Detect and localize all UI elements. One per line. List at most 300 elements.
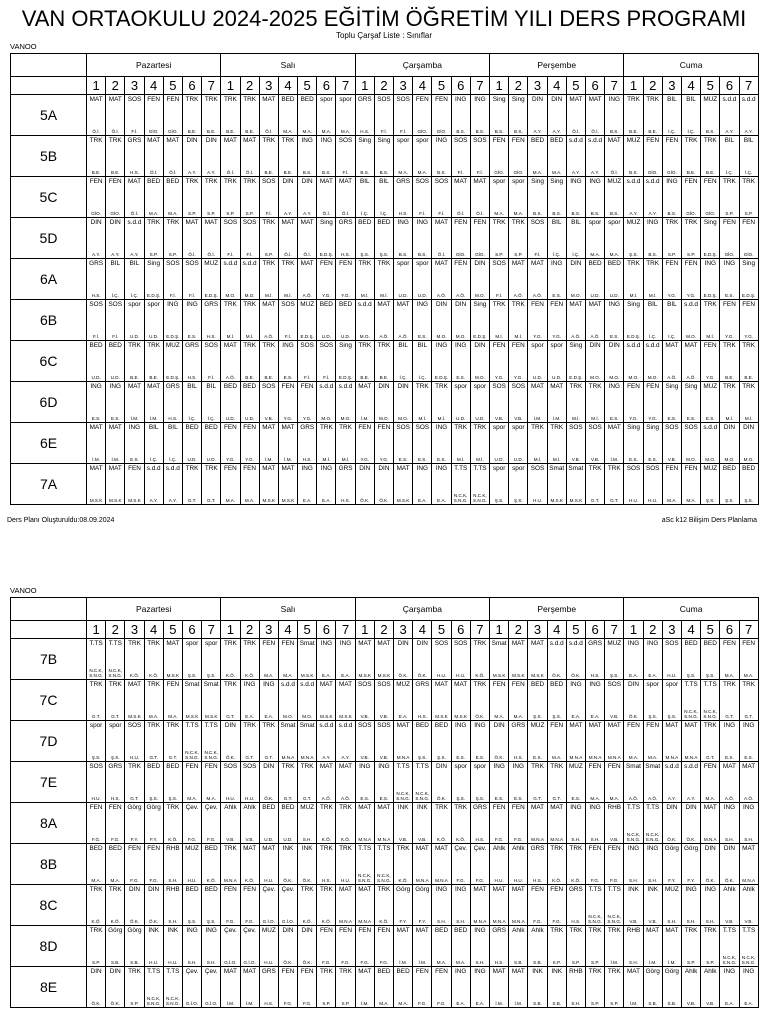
lesson-subject: TRK xyxy=(262,137,276,144)
lesson-subject: T.TS xyxy=(742,927,756,934)
lesson-cell xyxy=(528,136,547,177)
lesson-teacher: G.İ.O. xyxy=(205,1000,218,1006)
lesson-teacher: S.H. xyxy=(590,836,600,842)
lesson-subject: MÜZ xyxy=(568,763,583,770)
lesson-subject: İNG xyxy=(723,968,736,975)
lesson-cell xyxy=(144,885,163,926)
lesson-subject: BİL xyxy=(667,301,677,308)
lesson-subject: T.TS xyxy=(454,465,468,472)
lesson-subject: İNG xyxy=(723,260,736,267)
class-name: 8A xyxy=(11,803,87,844)
lesson-teacher: F.G. xyxy=(341,959,350,965)
lesson-subject: spor xyxy=(531,342,544,349)
lesson-subject: BED xyxy=(530,137,545,144)
lesson-subject: Görg xyxy=(645,968,660,975)
lesson-teacher: K.Ö. xyxy=(475,672,485,678)
lesson-cell xyxy=(643,803,662,844)
lesson-subject: FEN xyxy=(511,681,525,688)
lesson-teacher: E.S. xyxy=(398,456,408,462)
lesson-subject: s.d.d xyxy=(223,260,238,267)
lesson-cell xyxy=(106,382,125,423)
lesson-cell xyxy=(317,423,336,464)
lesson-cell xyxy=(278,844,297,885)
lesson-cell xyxy=(509,680,528,721)
lesson-cell xyxy=(739,464,758,505)
lesson-cell xyxy=(298,803,317,844)
lesson-teacher: S.P. xyxy=(667,251,676,257)
lesson-subject: s.d.d xyxy=(242,260,257,267)
lesson-teacher: M.A. xyxy=(551,169,562,175)
lesson-subject: SOS xyxy=(242,763,257,770)
lesson-teacher: K.Ö. xyxy=(245,672,255,678)
lesson-teacher: S.H. xyxy=(724,836,734,842)
lesson-cell xyxy=(144,136,163,177)
lesson-teacher: H.S. xyxy=(494,959,504,965)
lesson-cell xyxy=(144,639,163,680)
lesson-subject: FEN xyxy=(646,722,660,729)
lesson-cell xyxy=(585,341,604,382)
class-row xyxy=(11,926,759,967)
period-number: 1 xyxy=(87,621,106,639)
lesson-cell xyxy=(720,762,739,803)
lesson-subject: DİN xyxy=(723,424,735,431)
lesson-cell xyxy=(394,382,413,423)
lesson-cell xyxy=(432,885,451,926)
lesson-subject: İNG xyxy=(742,804,755,811)
lesson-cell xyxy=(374,300,393,341)
lesson-cell xyxy=(87,177,106,218)
lesson-cell xyxy=(509,136,528,177)
lesson-teacher: B.E. xyxy=(130,374,139,380)
lesson-teacher: U.D. xyxy=(609,292,619,298)
lesson-teacher: M.S.K xyxy=(550,497,563,503)
lesson-subject: MAT xyxy=(262,465,276,472)
lesson-subject: MAT xyxy=(742,845,756,852)
lesson-teacher: E.S. xyxy=(417,333,427,339)
lesson-cell xyxy=(720,803,739,844)
lesson-subject: FEN xyxy=(300,383,314,390)
lesson-teacher: Ö.K. xyxy=(302,877,312,883)
lesson-cell xyxy=(87,382,106,423)
lesson-subject: TRK xyxy=(224,681,237,688)
lesson-teacher: H.S. xyxy=(321,877,331,883)
lesson-cell xyxy=(125,926,144,967)
lesson-cell xyxy=(490,721,509,762)
lesson-teacher: B.S. xyxy=(533,210,542,216)
lesson-teacher: M.İ. xyxy=(284,292,292,298)
lesson-teacher: K.Ö. xyxy=(225,672,236,678)
lesson-subject: TRK xyxy=(243,640,256,647)
lesson-teacher: E.A. xyxy=(456,1000,466,1006)
lesson-cell xyxy=(470,844,489,885)
lesson-subject: DİN xyxy=(532,96,544,103)
lesson-cell xyxy=(643,721,662,762)
lesson-teacher: A.Ö. xyxy=(686,374,696,380)
lesson-cell xyxy=(355,721,374,762)
lesson-cell xyxy=(413,803,432,844)
period-number: 4 xyxy=(681,77,700,95)
lesson-subject: TRK xyxy=(319,968,333,975)
lesson-subject: TRK xyxy=(377,886,391,893)
lesson-cell xyxy=(528,300,547,341)
lesson-subject: Çev. xyxy=(454,845,468,852)
lesson-teacher: GİO. xyxy=(417,128,428,134)
lesson-cell xyxy=(490,967,509,1008)
lesson-subject: SOS xyxy=(377,96,391,103)
lesson-teacher: E.D.Ş. xyxy=(703,292,717,298)
lesson-teacher: N.C.K, S.N.G. xyxy=(607,913,622,924)
lesson-subject: BED xyxy=(434,927,449,934)
lesson-subject: SOS xyxy=(89,763,103,770)
lesson-cell xyxy=(701,680,720,721)
lesson-subject: Sing xyxy=(627,301,640,308)
lesson-teacher: M.N.A xyxy=(588,754,602,760)
lesson-teacher: İ.Ç. xyxy=(649,333,657,339)
lesson-subject: Ahlk xyxy=(243,804,256,811)
lesson-cell xyxy=(106,300,125,341)
lesson-subject: FEN xyxy=(377,424,391,431)
lesson-teacher: M.A. xyxy=(187,795,197,801)
lesson-subject: FEN xyxy=(531,301,544,308)
lesson-teacher: İ.Ç. xyxy=(745,169,753,175)
lesson-subject: Sing xyxy=(569,342,583,349)
lesson-teacher: E.A. xyxy=(475,1000,485,1006)
lesson-teacher: F.G. xyxy=(494,836,504,842)
lesson-cell xyxy=(432,259,451,300)
lesson-cell xyxy=(374,95,393,136)
lesson-subject: TRK xyxy=(128,763,141,770)
lesson-subject: SOS xyxy=(108,301,123,308)
lesson-cell xyxy=(547,423,566,464)
lesson-teacher: F.G. xyxy=(91,836,101,842)
lesson-cell xyxy=(643,423,662,464)
lesson-teacher: M.S.K xyxy=(185,713,199,719)
lesson-cell xyxy=(298,844,317,885)
lesson-teacher: B.S. xyxy=(302,169,312,175)
lesson-subject: İNG xyxy=(570,681,582,688)
lesson-subject: İNG xyxy=(109,383,121,390)
lesson-teacher: B.S. xyxy=(360,169,370,175)
period-number: 6 xyxy=(720,621,739,639)
lesson-cell xyxy=(566,218,585,259)
lesson-cell xyxy=(336,300,355,341)
lesson-cell xyxy=(413,464,432,505)
lesson-subject: TRK xyxy=(339,845,352,852)
lesson-teacher: G.T. xyxy=(207,497,216,503)
lesson-cell xyxy=(317,926,336,967)
lesson-teacher: E.S. xyxy=(705,415,715,421)
lesson-subject: TRK xyxy=(319,804,333,811)
lesson-subject: Sing xyxy=(684,383,698,390)
lesson-teacher: E.S. xyxy=(552,292,562,298)
school-code-bottom: VANOO xyxy=(10,586,37,595)
lesson-subject: BED xyxy=(89,845,103,852)
lesson-subject: FEN xyxy=(684,260,698,267)
lesson-cell xyxy=(451,844,470,885)
class-row xyxy=(11,762,759,803)
lesson-subject: RHB xyxy=(569,968,583,975)
lesson-teacher: İ.M. xyxy=(360,1000,369,1006)
lesson-subject: Smat xyxy=(299,722,315,729)
lesson-subject: Sing xyxy=(492,96,506,103)
lesson-cell xyxy=(87,341,106,382)
lesson-subject: Smat xyxy=(184,681,200,688)
lesson-cell xyxy=(585,259,604,300)
lesson-teacher: F.İ. xyxy=(323,374,330,380)
lesson-subject: MAT xyxy=(358,886,372,893)
lesson-teacher: B.S. xyxy=(552,210,562,216)
lesson-cell xyxy=(221,680,240,721)
lesson-cell xyxy=(528,464,547,505)
lesson-teacher: M.A. xyxy=(551,754,562,760)
lesson-teacher: S.H. xyxy=(571,1000,581,1006)
lesson-teacher: F.G. xyxy=(245,918,254,924)
lesson-subject: TRK xyxy=(147,640,161,647)
lesson-subject: MAT xyxy=(358,383,372,390)
lesson-teacher: GİO. xyxy=(743,251,754,257)
lesson-teacher: K.Ö. xyxy=(149,672,159,678)
lesson-cell xyxy=(106,844,125,885)
lesson-teacher: E.A. xyxy=(648,672,658,678)
lesson-subject: MAT xyxy=(166,640,180,647)
lesson-subject: MAT xyxy=(319,681,333,688)
period-number: 1 xyxy=(490,77,509,95)
lesson-subject: BED xyxy=(262,804,276,811)
lesson-subject: Ahlk xyxy=(512,845,525,852)
period-number: 6 xyxy=(451,77,470,95)
lesson-subject: İNK xyxy=(167,927,179,934)
lesson-subject: GRS xyxy=(530,845,545,852)
lesson-cell xyxy=(298,423,317,464)
lesson-teacher: V.B. xyxy=(725,918,734,924)
lesson-teacher: Y.G. xyxy=(667,292,677,298)
lesson-cell xyxy=(547,680,566,721)
lesson-teacher: E.S. xyxy=(667,415,677,421)
lesson-cell xyxy=(87,721,106,762)
lesson-teacher: M.A. xyxy=(686,497,696,503)
lesson-teacher: E.S. xyxy=(283,374,293,380)
lesson-cell xyxy=(163,341,182,382)
lesson-teacher: U.D. xyxy=(398,292,408,298)
lesson-teacher: E.S. xyxy=(686,415,696,421)
lesson-cell xyxy=(739,885,758,926)
lesson-cell xyxy=(144,721,163,762)
lesson-cell xyxy=(394,95,413,136)
lesson-teacher: Ş.S. xyxy=(187,918,197,924)
lesson-subject: spor xyxy=(396,137,410,144)
lesson-teacher: M.O. xyxy=(359,333,370,339)
lesson-subject: FEN xyxy=(646,383,660,390)
lesson-teacher: S.P. xyxy=(687,959,696,965)
lesson-teacher: M.İ. xyxy=(476,456,484,462)
lesson-subject: FEN xyxy=(435,968,448,975)
lesson-subject: Sing xyxy=(377,137,391,144)
lesson-cell xyxy=(739,259,758,300)
lesson-teacher: E.D.Ş. xyxy=(703,251,717,257)
class-row xyxy=(11,423,759,464)
lesson-cell xyxy=(394,762,413,803)
lesson-cell xyxy=(163,967,182,1008)
lesson-subject: GRS xyxy=(492,927,507,934)
lesson-teacher: F.G. xyxy=(437,1000,446,1006)
lesson-subject: Sing xyxy=(665,383,679,390)
period-number: 1 xyxy=(624,77,643,95)
lesson-cell xyxy=(490,803,509,844)
lesson-teacher: Ö.K. xyxy=(110,1000,120,1006)
lesson-cell xyxy=(240,762,259,803)
lesson-cell xyxy=(125,844,144,885)
lesson-subject: MAT xyxy=(223,137,237,144)
lesson-subject: TRK xyxy=(723,383,736,390)
lesson-cell xyxy=(336,95,355,136)
lesson-teacher: B.E. xyxy=(648,128,658,134)
lesson-cell xyxy=(278,762,297,803)
lesson-subject: İNK xyxy=(628,886,639,893)
lesson-subject: MAT xyxy=(300,260,314,267)
class-row xyxy=(11,300,759,341)
lesson-subject: SOS xyxy=(166,260,180,267)
lesson-teacher: V.B. xyxy=(744,918,753,924)
lesson-teacher: İ.M. xyxy=(668,959,676,965)
lesson-teacher: GİO. xyxy=(148,128,159,134)
lesson-cell xyxy=(566,300,585,341)
lesson-cell xyxy=(413,844,432,885)
page-title: VAN ORTAOKULU 2024-2025 EĞİTİM ÖĞRETİM YILI DERS PROGRAMI xyxy=(21,6,747,31)
lesson-cell xyxy=(259,95,278,136)
lesson-cell xyxy=(259,680,278,721)
lesson-teacher: Ö.K. xyxy=(552,672,562,678)
lesson-teacher: F.G. xyxy=(207,836,216,842)
lesson-cell xyxy=(394,177,413,218)
lesson-teacher: N.C.K, S.N.G. xyxy=(415,790,430,801)
lesson-subject: FEN xyxy=(723,219,736,226)
footer-created: Ders Planı Oluşturuldu:08.09.2024 xyxy=(7,517,115,524)
lesson-subject: Ahlk xyxy=(723,886,736,893)
lesson-teacher: M.N.A xyxy=(358,836,372,842)
lesson-cell xyxy=(701,844,720,885)
lesson-subject: MAT xyxy=(722,763,736,770)
lesson-subject: FEN xyxy=(511,804,525,811)
lesson-teacher: F.İ. xyxy=(476,169,483,175)
lesson-cell xyxy=(470,136,489,177)
lesson-cell xyxy=(355,218,374,259)
lesson-teacher: U.D. xyxy=(340,333,351,339)
lesson-cell xyxy=(355,95,374,136)
lesson-teacher: H.S. xyxy=(417,713,427,719)
lesson-teacher: M.İ. xyxy=(418,415,427,421)
day-header: Çarşamba xyxy=(355,598,489,621)
lesson-teacher: F.İ. xyxy=(380,128,387,134)
lesson-cell xyxy=(490,177,509,218)
lesson-subject: DİN xyxy=(493,722,505,729)
lesson-teacher: U.D. xyxy=(456,415,466,421)
lesson-subject: BİL xyxy=(686,96,696,103)
lesson-subject: DİN xyxy=(474,342,486,349)
lesson-cell xyxy=(278,136,297,177)
lesson-subject: BED xyxy=(166,178,180,185)
lesson-teacher: E.A. xyxy=(725,1000,734,1006)
lesson-teacher: İ.M. xyxy=(610,959,619,965)
lesson-cell xyxy=(624,803,643,844)
lesson-teacher: S.H. xyxy=(667,918,677,924)
lesson-cell xyxy=(221,177,240,218)
lesson-cell xyxy=(355,136,374,177)
lesson-subject: DİN xyxy=(455,301,467,308)
lesson-teacher: M.O. xyxy=(455,333,466,339)
lesson-teacher: B.S. xyxy=(609,128,619,134)
lesson-teacher: M.İ. xyxy=(437,415,446,421)
lesson-cell xyxy=(681,721,700,762)
lesson-teacher: Ş.S. xyxy=(705,672,715,678)
lesson-subject: TRK xyxy=(723,342,736,349)
lesson-subject: FEN xyxy=(550,886,564,893)
corner-cell xyxy=(11,77,87,95)
lesson-teacher: Y.G. xyxy=(226,456,235,462)
lesson-subject: Çev. xyxy=(204,968,218,975)
lesson-cell xyxy=(87,464,106,505)
lesson-teacher: S.P. xyxy=(687,251,696,257)
lesson-subject: SOS xyxy=(358,681,372,688)
lesson-cell xyxy=(451,95,470,136)
lesson-cell xyxy=(298,639,317,680)
lesson-cell xyxy=(317,95,336,136)
lesson-subject: İNG xyxy=(608,96,620,103)
lesson-subject: GRS xyxy=(204,301,219,308)
lesson-cell xyxy=(413,177,432,218)
lesson-cell xyxy=(394,259,413,300)
lesson-cell xyxy=(355,382,374,423)
lesson-subject: FEN xyxy=(128,845,141,852)
lesson-cell xyxy=(182,382,201,423)
lesson-subject: FEN xyxy=(300,968,314,975)
lesson-cell xyxy=(739,803,758,844)
lesson-subject: GRS xyxy=(338,465,353,472)
lesson-teacher: M.A. xyxy=(148,713,159,719)
lesson-teacher: M.A. xyxy=(628,754,639,760)
lesson-cell xyxy=(566,464,585,505)
lesson-teacher: Y.G. xyxy=(341,292,350,298)
lesson-subject: Ahlk xyxy=(224,804,237,811)
lesson-teacher: S.H. xyxy=(648,877,658,883)
lesson-subject: SOS xyxy=(204,342,218,349)
lesson-teacher: A.Ö. xyxy=(724,795,735,801)
lesson-subject: FEN xyxy=(703,342,717,349)
lesson-subject: TRK xyxy=(166,219,180,226)
lesson-subject: TRK xyxy=(204,465,218,472)
lesson-subject: TRK xyxy=(147,219,161,226)
lesson-cell xyxy=(681,341,700,382)
lesson-cell xyxy=(451,382,470,423)
lesson-teacher: S.P. xyxy=(725,210,734,216)
lesson-cell xyxy=(681,382,700,423)
lesson-cell xyxy=(374,218,393,259)
lesson-cell xyxy=(144,95,163,136)
lesson-cell xyxy=(605,95,624,136)
lesson-teacher: S.P. xyxy=(264,251,273,257)
lesson-teacher: U.D. xyxy=(110,374,120,380)
lesson-cell xyxy=(182,341,201,382)
lesson-teacher: H.U. xyxy=(264,959,274,965)
lesson-cell xyxy=(374,177,393,218)
lesson-subject: Sing xyxy=(703,219,717,226)
lesson-teacher: G.T. xyxy=(264,754,274,760)
lesson-subject: BED xyxy=(319,301,333,308)
lesson-teacher: V.B. xyxy=(610,713,619,719)
lesson-teacher: H.U. xyxy=(91,795,101,801)
lesson-cell xyxy=(144,680,163,721)
lesson-cell xyxy=(240,136,259,177)
lesson-cell xyxy=(221,259,240,300)
